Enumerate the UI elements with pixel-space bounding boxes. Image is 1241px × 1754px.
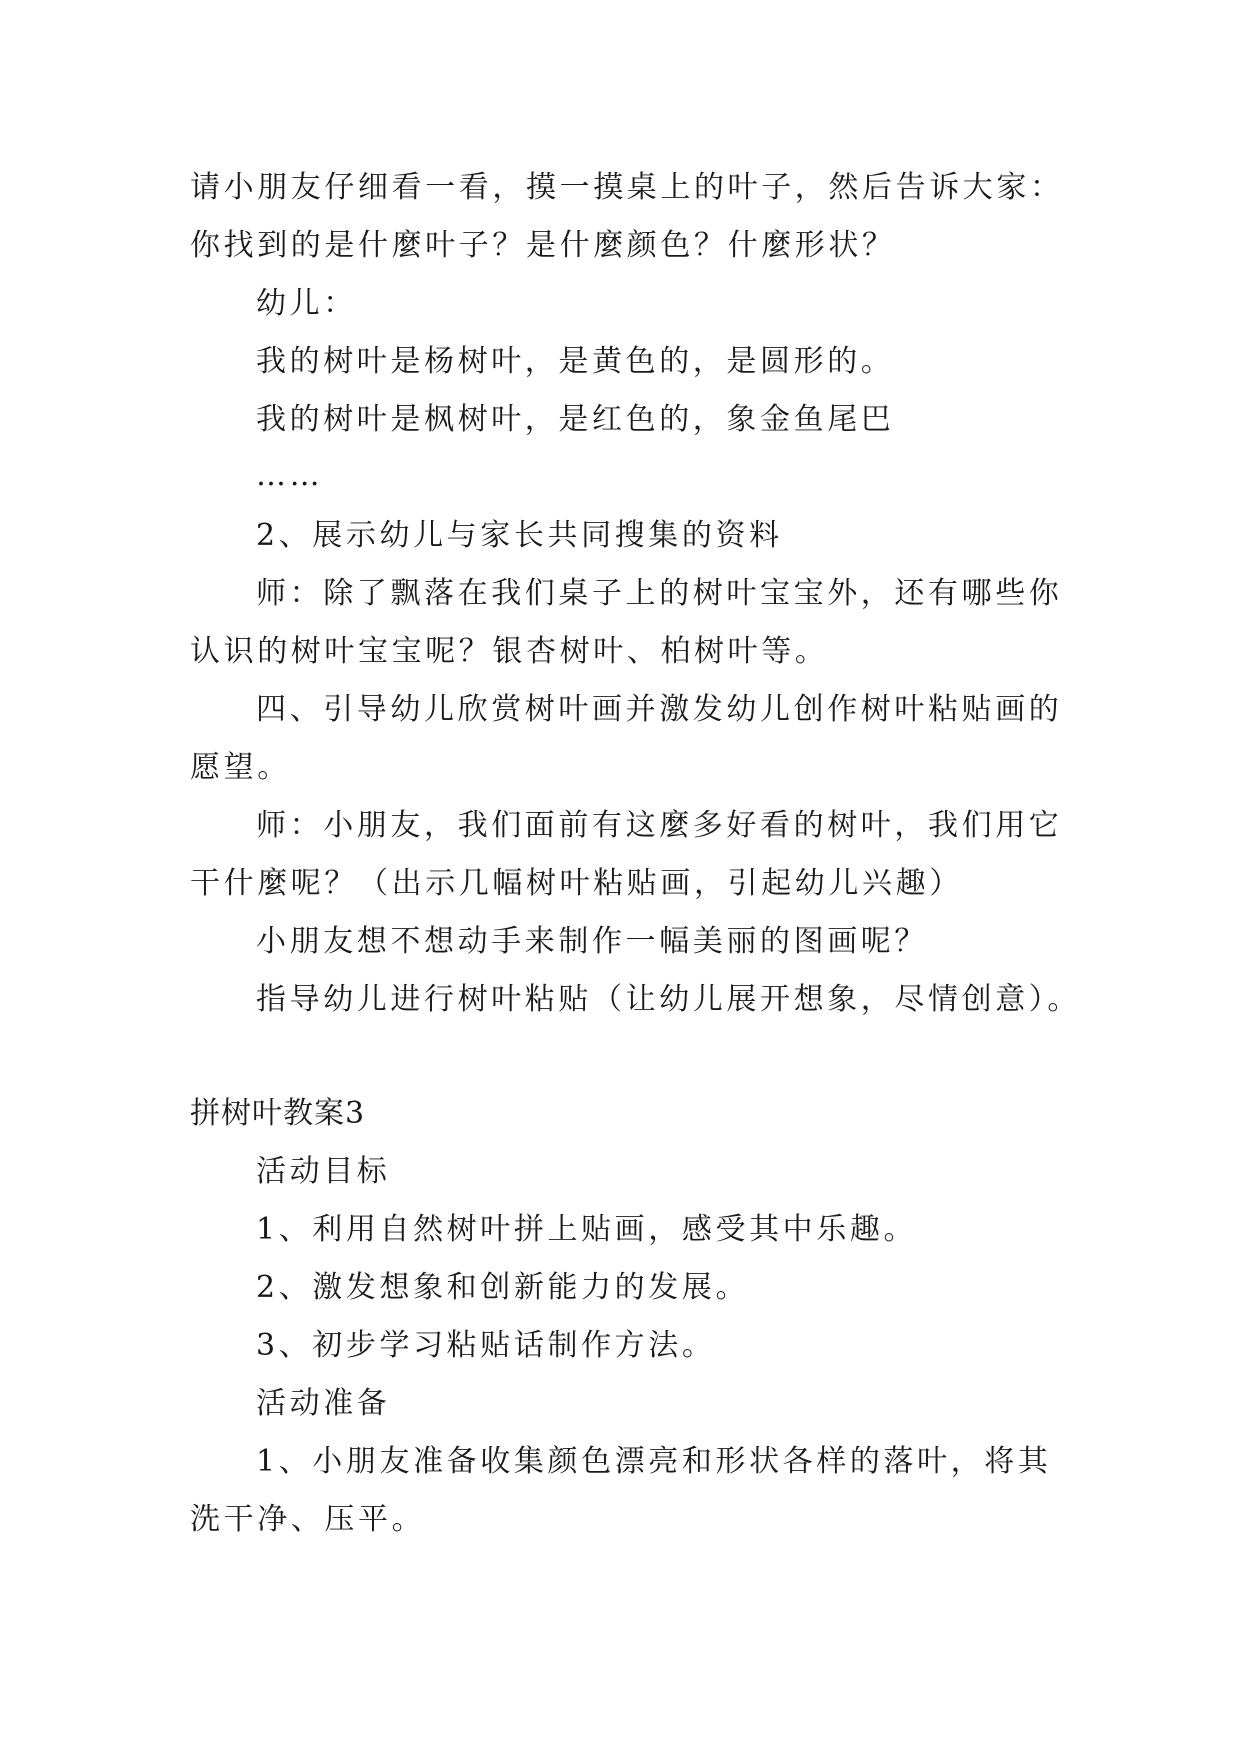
- paragraph-line: 请小朋友仔细看一看，摸一摸桌上的叶子，然后告诉大家：: [190, 170, 1064, 205]
- paragraph-line: 认识的树叶宝宝呢？银杏树叶、柏树叶等。: [190, 634, 829, 669]
- paragraph-line: 四、引导幼儿欣赏树叶画并激发幼儿创作树叶粘贴画的: [256, 692, 1063, 727]
- paragraph-line: 小朋友想不想动手来制作一幅美丽的图画呢？: [256, 924, 928, 959]
- paragraph-line: 我的树叶是枫树叶，是红色的，象金鱼尾巴: [256, 402, 895, 437]
- paragraph-line: 幼儿：: [256, 286, 357, 321]
- paragraph-line: 师：小朋友，我们面前有这麼多好看的树叶，我们用它: [256, 808, 1063, 843]
- paragraph-line: 你找到的是什麼叶子？是什麼颜色？什麼形状？: [190, 228, 896, 263]
- list-item: 3、初步学习粘贴话制作方法。: [256, 1328, 716, 1363]
- paragraph-line: 干什麼呢？（出示几幅树叶粘贴画，引起幼儿兴趣）: [190, 866, 963, 901]
- list-item: 2、激发想象和创新能力的发展。: [256, 1270, 750, 1305]
- paragraph-line: 愿望。: [190, 750, 291, 785]
- subheading: 活动准备: [256, 1386, 391, 1421]
- paragraph-line: 2、展示幼儿与家长共同搜集的资料: [256, 518, 783, 553]
- subheading: 活动目标: [256, 1154, 391, 1189]
- list-item: 1、小朋友准备收集颜色漂亮和形状各样的落叶，将其: [256, 1444, 1052, 1479]
- section-title: 拼树叶教案3: [190, 1096, 366, 1131]
- paragraph-line: 指导幼儿进行树叶粘贴（让幼儿展开想象，尽情创意）。: [256, 982, 1081, 1017]
- ellipsis-line: ……: [256, 458, 324, 493]
- list-item: 1、利用自然树叶拼上贴画，感受其中乐趣。: [256, 1212, 918, 1247]
- paragraph-line: 洗干净、压平。: [190, 1502, 426, 1537]
- paragraph-line: 我的树叶是杨树叶，是黄色的，是圆形的。: [256, 344, 895, 379]
- paragraph-line: 师：除了飘落在我们桌子上的树叶宝宝外，还有哪些你: [256, 576, 1063, 611]
